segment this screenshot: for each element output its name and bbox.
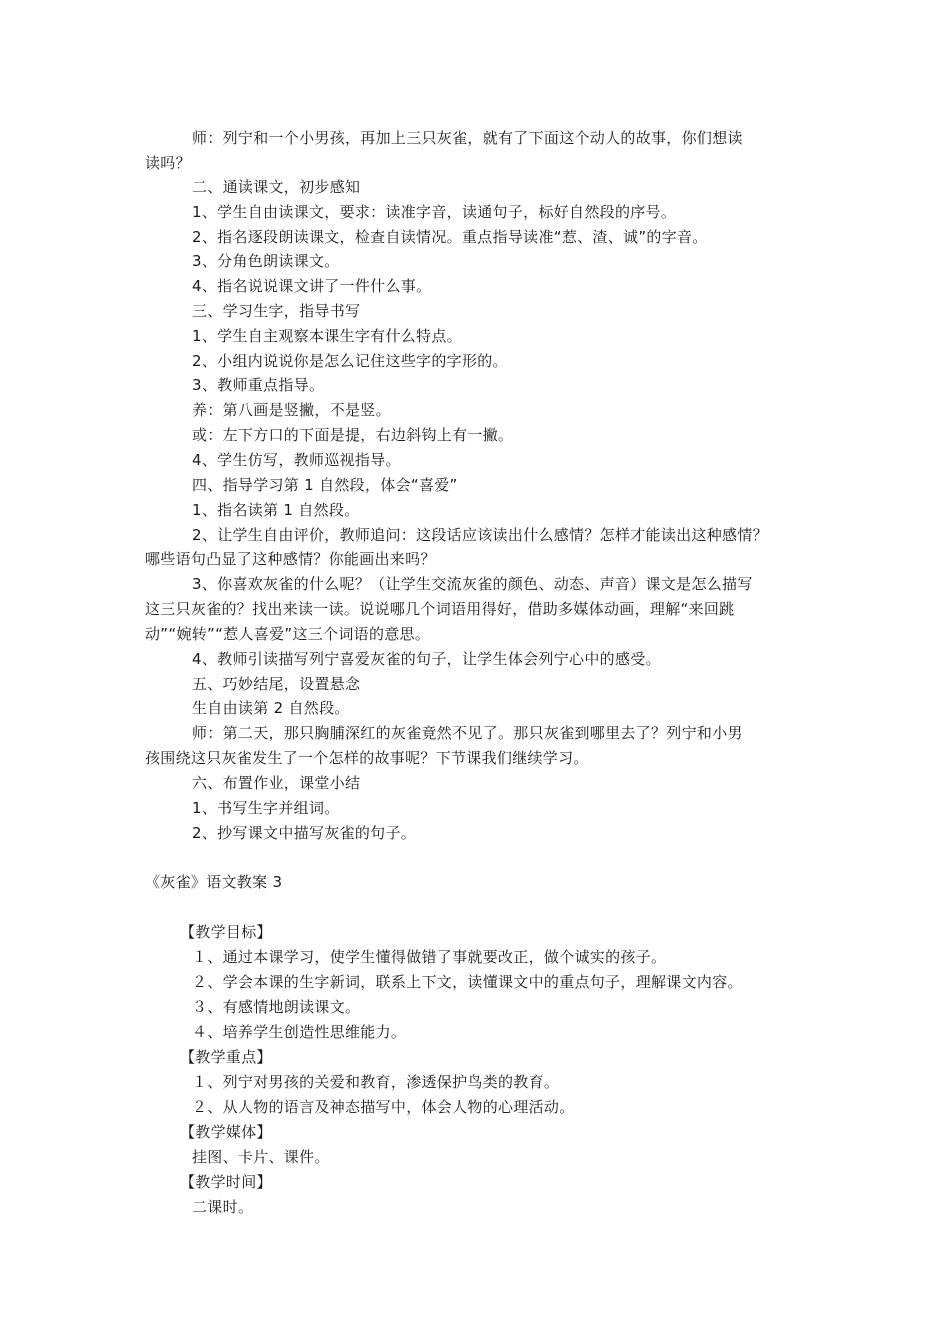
list-item: 3、你喜欢灰雀的什么呢？（让学生交流灰雀的颜色、动态、声音）课文是怎么描写: [192, 575, 753, 593]
list-item: 1、学生自由读课文，要求：读准字音，读通句子，标好自然段的序号。: [192, 203, 677, 221]
list-item: １、列宁对男孩的关爱和教育，渗透保护鸟类的教育。: [192, 1073, 560, 1091]
list-item: 3、教师重点指导。: [192, 376, 325, 394]
list-item: ３、有感情地朗读课文。: [192, 998, 361, 1016]
paragraph-line: 生自由读第 2 自然段。: [192, 699, 350, 717]
paragraph-line: 或：左下方口的下面是提，右边斜钩上有一撇。: [192, 426, 514, 444]
list-item: 4、学生仿写，教师巡视指导。: [192, 451, 401, 469]
section-heading: 四、指导学习第 1 自然段，体会“喜爱”: [192, 476, 458, 494]
paragraph-line: 养：第八画是竖撇，不是竖。: [192, 401, 391, 419]
list-item: １、通过本课学习，使学生懂得做错了事就要改正，做个诚实的孩子。: [192, 948, 667, 966]
list-item: 4、指名说说课文讲了一件什么事。: [192, 277, 432, 295]
list-item: ２、学会本课的生字新词，联系上下文，读懂课文中的重点句子，理解课文内容。: [192, 973, 743, 991]
paragraph-line: 读吗？: [145, 154, 191, 172]
section-heading: 五、巧妙结尾，设置悬念: [192, 675, 361, 693]
section-heading: 【教学重点】: [180, 1048, 272, 1066]
section-heading: 二、通读课文，初步感知: [192, 178, 361, 196]
list-item: 1、学生自主观察本课生字有什么特点。: [192, 327, 462, 345]
section-heading: 【教学媒体】: [180, 1123, 272, 1141]
document-title: 《灰雀》语文教案 3: [145, 873, 283, 891]
list-item: 2、指名逐段朗读课文，检查自读情况。重点指导读准“惹、渣、诚”的字音。: [192, 228, 708, 246]
section-heading: 三、学习生字，指导书写: [192, 302, 361, 320]
paragraph-line: 孩围绕这只灰雀发生了一个怎样的故事呢？下节课我们继续学习。: [145, 749, 589, 767]
list-item: 1、指名读第 1 自然段。: [192, 501, 360, 519]
list-item: ４、培养学生创造性思维能力。: [192, 1023, 407, 1041]
section-heading: 【教学目标】: [180, 923, 272, 941]
paragraph-line: 这三只灰雀的？找出来读一读。说说哪几个词语用得好，借助多媒体动画，理解“来回跳: [145, 600, 735, 618]
list-item: 2、抄写课文中描写灰雀的句子。: [192, 824, 417, 842]
paragraph-line: 挂图、卡片、课件。: [192, 1148, 330, 1166]
list-item: ２、从人物的语言及神态描写中，体会人物的心理活动。: [192, 1098, 575, 1116]
paragraph-line: 师：第二天，那只胸脯深红的灰雀竟然不见了。那只灰雀到哪里去了？列宁和小男: [192, 724, 743, 742]
list-item: 2、让学生自由评价，教师追问：这段话应该读出什么感情？怎样才能读出这种感情？: [192, 526, 768, 544]
list-item: 4、教师引读描写列宁喜爱灰雀的句子，让学生体会列宁心中的感受。: [192, 650, 661, 668]
section-heading: 【教学时间】: [180, 1173, 272, 1191]
paragraph-line: 二课时。: [192, 1198, 254, 1216]
paragraph-line: 动”“婉转”“惹人喜爱”这三个词语的意思。: [145, 625, 431, 643]
paragraph-line: 师：列宁和一个小男孩，再加上三只灰雀，就有了下面这个动人的故事，你们想读: [192, 129, 743, 147]
list-item: 1、书写生字并组词。: [192, 799, 340, 817]
section-heading: 六、布置作业，课堂小结: [192, 774, 361, 792]
paragraph-line: 哪些语句凸显了这种感情？你能画出来吗？: [145, 550, 436, 568]
list-item: 3、分角色朗读课文。: [192, 252, 340, 270]
list-item: 2、小组内说说你是怎么记住这些字的字形的。: [192, 352, 508, 370]
